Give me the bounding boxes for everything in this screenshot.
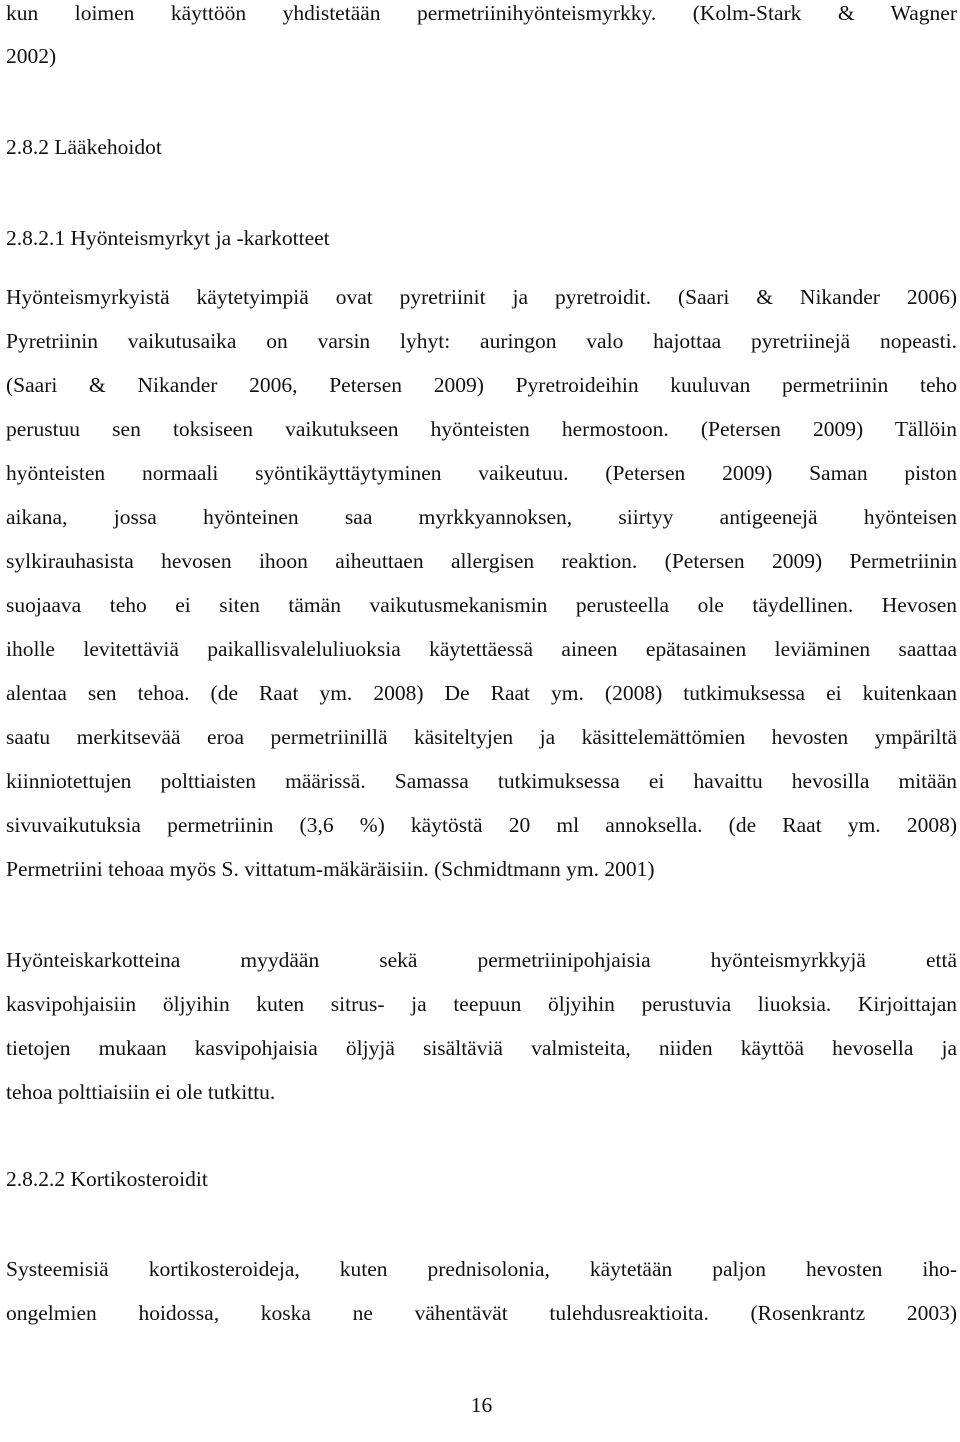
- text-line: alentaa sen tehoa. (de Raat ym. 2008) De Raat ym. (2008) tutkimuksessa ei kuitenkaan: [6, 681, 957, 705]
- page-number: 16: [470, 1393, 493, 1417]
- text-line: perustuu sen toksiseen vaikutukseen hyönteisten hermostoon. (Petersen 2009) Tällöin: [6, 417, 957, 441]
- section-heading: 2.8.2 Lääkehoidot: [6, 135, 162, 159]
- text-line: Hyönteismyrkyistä käytetyimpiä ovat pyretriinit ja pyretroidit. (Saari & Nikander 2006): [6, 285, 957, 309]
- text-line: (Saari & Nikander 2006, Petersen 2009) Pyretroideihin kuuluvan permetriinin teho: [6, 373, 957, 397]
- text-line: sivuvaikutuksia permetriinin (3,6 %) käytöstä 20 ml annoksella. (de Raat ym. 2008): [6, 813, 957, 837]
- text-line: Hyönteiskarkotteina myydään sekä permetriinipohjaisia hyönteismyrkkyjä että: [6, 948, 957, 972]
- text-line: saatu merkitsevää eroa permetriinillä käsiteltyjen ja käsittelemättömien hevosten ympäriltä: [6, 725, 957, 749]
- text-line: hyönteisten normaali syöntikäyttäytyminen vaikeutuu. (Petersen 2009) Saman piston: [6, 461, 957, 485]
- text-line: kasvipohjaisiin öljyihin kuten sitrus- ja teepuun öljyihin perustuvia liuoksia. Kirjoittajan: [6, 992, 957, 1016]
- text-line: sylkirauhasista hevosen ihoon aiheuttaen allergisen reaktion. (Petersen 2009) Permetriinin: [6, 549, 957, 573]
- text-line: Permetriini tehoaa myös S. vittatum-mäkäräisiin. (Schmidtmann ym. 2001): [6, 857, 655, 881]
- text-line: ongelmien hoidossa, koska ne vähentävät tulehdusreaktioita. (Rosenkrantz 2003): [6, 1301, 957, 1325]
- text-line: tehoa polttiaisiin ei ole tutkittu.: [6, 1080, 276, 1104]
- text-line: kiinniotettujen polttiaisten määrissä. Samassa tutkimuksessa ei havaittu hevosilla mitään: [6, 769, 957, 793]
- text-line: suojaava teho ei siten tämän vaikutusmekanismin perusteella ole täydellinen. Hevosen: [6, 593, 957, 617]
- text-line: kun loimen käyttöön yhdistetään permetriinihyönteismyrkky. (Kolm-Stark & Wagner: [6, 1, 957, 25]
- text-line: iholle levitettäviä paikallisvaleluliuoksia käytettäessä aineen epätasainen leviäminen saattaa: [6, 637, 957, 661]
- text-line: Systeemisiä kortikosteroideja, kuten prednisolonia, käytetään paljon hevosten iho-: [6, 1257, 957, 1281]
- subsection-heading: 2.8.2.2 Kortikosteroidit: [6, 1167, 208, 1191]
- text-line: Pyretriinin vaikutusaika on varsin lyhyt: auringon valo hajottaa pyretriinejä nopeasti.: [6, 329, 957, 353]
- subsection-heading: 2.8.2.1 Hyönteismyrkyt ja -karkotteet: [6, 226, 330, 250]
- text-line: tietojen mukaan kasvipohjaisia öljyjä sisältäviä valmisteita, niiden käyttöä hevosella ja: [6, 1036, 957, 1060]
- text-line: 2002): [6, 44, 57, 68]
- text-line: aikana, jossa hyönteinen saa myrkkyannoksen, siirtyy antigeenejä hyönteisen: [6, 505, 957, 529]
